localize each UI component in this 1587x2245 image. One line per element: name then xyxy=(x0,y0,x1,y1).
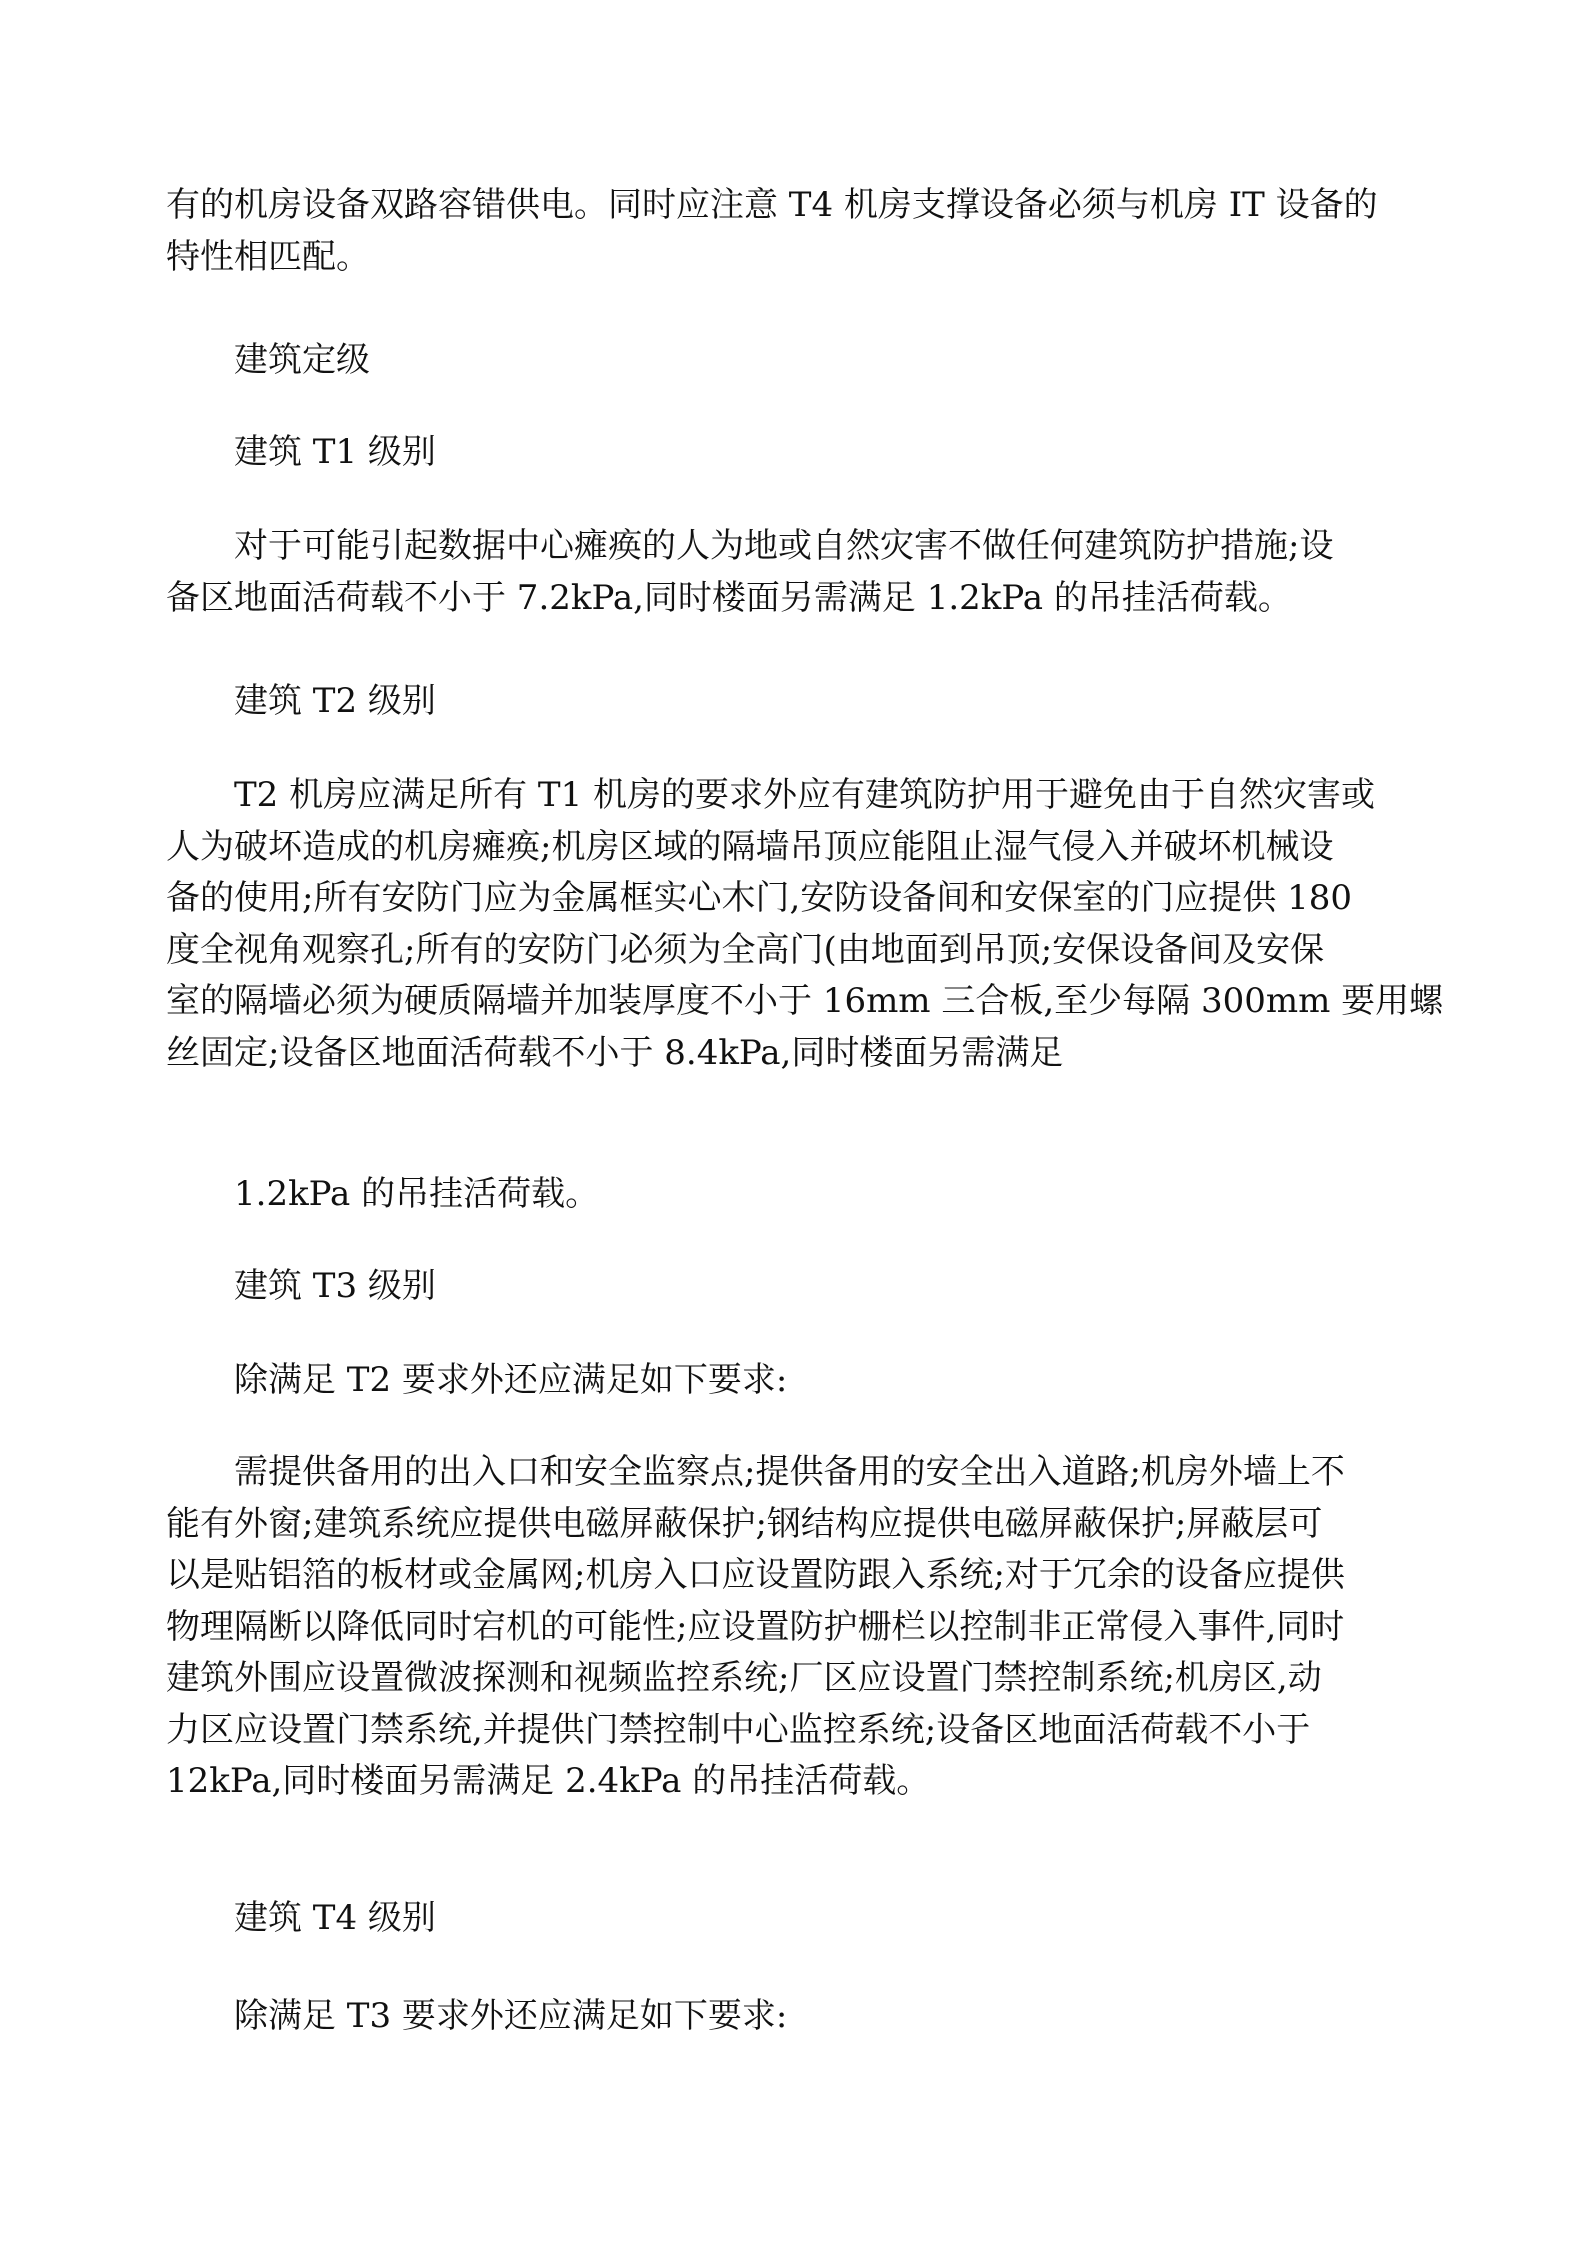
text-line: 特性相匹配。 xyxy=(166,236,370,277)
heading-building-grading xyxy=(166,335,1406,387)
text-line: 以是贴铝箔的板材或金属网;机房入口应设置防跟入系统;对于冗余的设备应提供 xyxy=(166,1555,1345,1595)
heading-building-t2 xyxy=(166,676,1406,728)
text-line: 12kPa,同时楼面另需满足 2.4kPa 的吊挂活荷载。 xyxy=(166,1761,931,1801)
paragraph-t4-intro xyxy=(166,1991,1406,2043)
paragraph-t1 xyxy=(166,521,1406,624)
paragraph-t3 xyxy=(166,1447,1406,1808)
text-line: 备区地面活荷载不小于 7.2kPa,同时楼面另需满足 1.2kPa 的吊挂活荷载。 xyxy=(166,577,1292,618)
text-line: 力区应设置门禁系统,并提供门禁控制中心监控系统;设备区地面活荷载不小于 xyxy=(166,1709,1311,1750)
text-line: 建筑 T2 级别 xyxy=(234,681,436,721)
text-line: 需提供备用的出入口和安全监察点;提供备用的安全出入道路;机房外墙上不 xyxy=(234,1452,1345,1492)
heading-building-t1 xyxy=(166,427,1406,479)
text-line: 对于可能引起数据中心瘫痪的人为地或自然灾害不做任何建筑防护措施;设 xyxy=(234,526,1334,566)
paragraph-t2-continuation xyxy=(166,1169,1406,1221)
text-line: 建筑 T4 级别 xyxy=(234,1898,436,1938)
text-line: 建筑 T1 级别 xyxy=(234,432,436,472)
text-line: 能有外窗;建筑系统应提供电磁屏蔽保护;钢结构应提供电磁屏蔽保护;屏蔽层可 xyxy=(166,1503,1323,1544)
text-line: 备的使用;所有安防门应为金属框实心木门,安防设备间和安保室的门应提供 180 xyxy=(166,878,1352,918)
paragraph-t2 xyxy=(166,770,1444,1079)
paragraph-intro-continuation xyxy=(166,180,1406,283)
paragraph-t3-intro xyxy=(166,1355,1406,1407)
heading-building-t4 xyxy=(166,1893,1406,1945)
text-line: 丝固定;设备区地面活荷载不小于 8.4kPa,同时楼面另需满足 xyxy=(166,1032,1064,1073)
text-line: T2 机房应满足所有 T1 机房的要求外应有建筑防护用于避免由于自然灾害或 xyxy=(234,775,1376,815)
text-line: 物理隔断以降低同时宕机的可能性;应设置防护栅栏以控制非正常侵入事件,同时 xyxy=(166,1606,1345,1647)
heading-building-t3 xyxy=(166,1261,1406,1313)
text-line: 人为破坏造成的机房瘫痪;机房区域的隔墙吊顶应能阻止湿气侵入并破坏机械设 xyxy=(166,826,1334,867)
text-line: 室的隔墙必须为硬质隔墙并加装厚度不小于 16mm 三合板,至少每隔 300mm 要用螺 xyxy=(166,981,1444,1021)
text-line: 除满足 T2 要求外还应满足如下要求: xyxy=(234,1360,788,1400)
text-line: 1.2kPa 的吊挂活荷载。 xyxy=(234,1174,600,1214)
text-line: 建筑定级 xyxy=(234,340,370,380)
text-line: 度全视角观察孔;所有的安防门必须为全高门(由地面到吊顶;安保设备间及安保 xyxy=(166,929,1325,970)
text-line: 有的机房设备双路容错供电。同时应注意 T4 机房支撑设备必须与机房 IT 设备的 xyxy=(166,185,1378,225)
text-line: 建筑外围应设置微波探测和视频监控系统;厂区应设置门禁控制系统;机房区,动 xyxy=(166,1658,1322,1698)
text-line: 除满足 T3 要求外还应满足如下要求: xyxy=(234,1996,788,2036)
text-line: 建筑 T3 级别 xyxy=(234,1266,436,1306)
